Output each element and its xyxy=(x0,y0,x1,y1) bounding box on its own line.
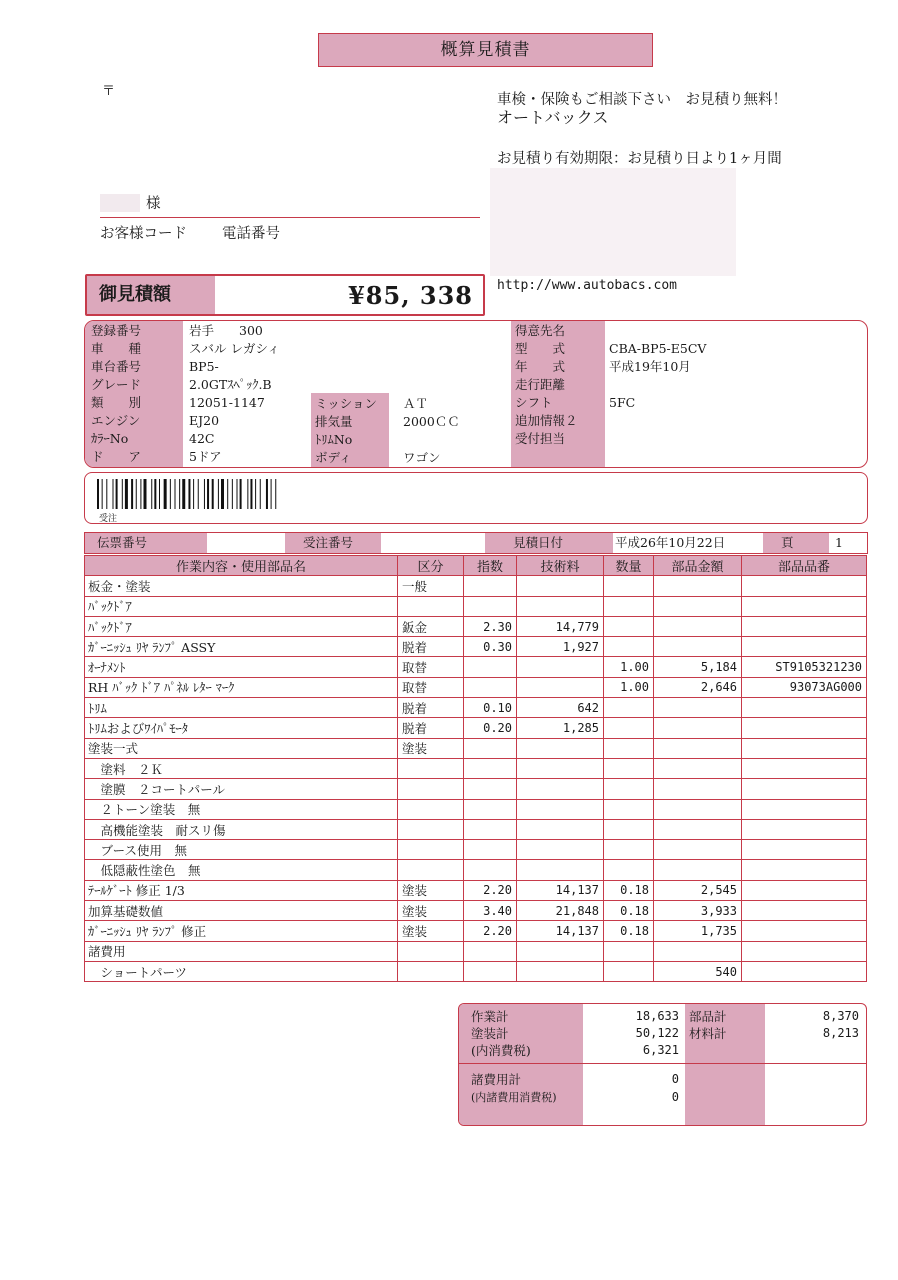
table-cell xyxy=(517,860,604,880)
table-cell xyxy=(464,657,517,677)
left-value: 42C xyxy=(189,431,215,446)
barcode-bar xyxy=(188,479,190,509)
table-cell xyxy=(742,921,867,941)
parts-total-label: 部品計 xyxy=(689,1009,727,1024)
table-cell: 諸費用 xyxy=(85,941,398,961)
right-label: 型 式 xyxy=(515,341,566,356)
table-cell xyxy=(517,961,604,981)
table-cell xyxy=(517,819,604,839)
mid-label: ﾄﾘﾑNo xyxy=(315,432,353,447)
shop-name: オートバックス xyxy=(497,108,609,127)
table-cell: 0.18 xyxy=(604,921,654,941)
table-cell: 取替 xyxy=(398,677,464,697)
misc-tax-label: (内諸費用消費税) xyxy=(471,1091,557,1104)
table-row xyxy=(85,698,867,718)
right-label: 得意先名 xyxy=(515,323,566,338)
table-row xyxy=(85,718,867,738)
vehicle-info-panel xyxy=(84,320,868,468)
table-cell: 塗膜 ２コートパール xyxy=(85,779,398,799)
table-cell xyxy=(464,799,517,819)
table-cell: 21,848 xyxy=(517,901,604,921)
table-cell: ショートパーツ xyxy=(85,961,398,981)
misc-tax-value: 0 xyxy=(671,1090,679,1104)
table-cell xyxy=(742,718,867,738)
table-cell: ブース使用 無 xyxy=(85,840,398,860)
barcode-bar xyxy=(207,479,209,509)
table-cell xyxy=(517,840,604,860)
table-cell: ﾊﾞｯｸﾄﾞｱ xyxy=(85,596,398,616)
table-cell: ﾊﾞｯｸﾄﾞｱ xyxy=(85,616,398,636)
table-cell xyxy=(654,616,742,636)
table-cell xyxy=(398,596,464,616)
table-cell xyxy=(742,758,867,778)
barcode-bar xyxy=(159,479,160,509)
left-label: 車 種 xyxy=(91,341,142,356)
table-cell: 一般 xyxy=(398,576,464,596)
barcode-bar xyxy=(271,479,272,509)
table-cell xyxy=(517,799,604,819)
table-cell xyxy=(742,698,867,718)
table-cell xyxy=(464,738,517,758)
barcode-bar xyxy=(212,479,214,509)
barcode-bar xyxy=(131,479,133,509)
barcode-bar xyxy=(218,479,219,509)
barcode-bar xyxy=(151,479,152,509)
table-cell xyxy=(517,576,604,596)
material-total-label: 材料計 xyxy=(689,1026,727,1041)
mid-value: ワゴン xyxy=(403,450,441,465)
left-value: 12051-1147 xyxy=(189,395,265,410)
barcode-bar xyxy=(106,479,107,509)
validity-note: お見積り有効期限：お見積り日より1ヶ月間 xyxy=(497,151,782,167)
left-value: BP5- xyxy=(189,359,219,374)
customer-code-label: お客様コード xyxy=(100,226,187,242)
barcode-bar xyxy=(175,479,176,509)
left-label: ド ア xyxy=(91,449,142,464)
mid-label: ミッション xyxy=(315,396,378,411)
paint-total-label: 塗装計 xyxy=(471,1026,509,1041)
table-row xyxy=(85,941,867,961)
table-cell: 取替 xyxy=(398,657,464,677)
shop-slogan: 車検・保険もご相談下さい お見積り無料！ xyxy=(497,92,787,108)
table-cell xyxy=(517,941,604,961)
table-row xyxy=(85,961,867,981)
right-value: 平成19年10月 xyxy=(609,359,691,374)
table-cell: 1.00 xyxy=(604,657,654,677)
table-cell xyxy=(464,941,517,961)
table-cell: 2.20 xyxy=(464,880,517,900)
col-header-category: 区分 xyxy=(398,556,464,576)
mid-value: ＡＴ xyxy=(403,396,429,411)
left-value: 岩手 300 xyxy=(189,323,263,338)
col-header-index: 指数 xyxy=(464,556,517,576)
table-cell xyxy=(604,779,654,799)
table-cell xyxy=(398,819,464,839)
table-row xyxy=(85,738,867,758)
table-cell xyxy=(398,799,464,819)
table-cell xyxy=(742,799,867,819)
barcode-bar xyxy=(170,479,171,509)
shop-url[interactable]: http://www.autobacs.com xyxy=(497,278,678,293)
table-cell: 642 xyxy=(517,698,604,718)
table-cell xyxy=(654,738,742,758)
barcode-bar xyxy=(116,479,118,509)
table-cell: 塗装 xyxy=(398,738,464,758)
barcode-bar xyxy=(237,479,238,509)
table-cell xyxy=(517,738,604,758)
table-row xyxy=(85,616,867,636)
barcode-bar xyxy=(144,479,147,509)
table-cell xyxy=(654,576,742,596)
summary-label-bg-4 xyxy=(685,1064,765,1125)
table-cell: 2,545 xyxy=(654,880,742,900)
table-cell xyxy=(742,819,867,839)
barcode-bar xyxy=(125,479,128,509)
barcode-bar xyxy=(266,479,268,509)
table-row xyxy=(85,576,867,596)
table-body xyxy=(85,576,867,982)
misc-total-label: 諸費用計 xyxy=(471,1072,522,1087)
table-cell xyxy=(464,819,517,839)
total-amount: ¥85, 338 xyxy=(348,281,473,310)
barcode-bar xyxy=(204,479,205,509)
table-row xyxy=(85,677,867,697)
table-cell: 2.20 xyxy=(464,921,517,941)
right-label: 受付担当 xyxy=(515,431,566,446)
table-cell: 鈑金 xyxy=(398,616,464,636)
postal-mark: 〒 xyxy=(102,84,116,99)
table-cell xyxy=(464,576,517,596)
barcode-bar xyxy=(232,479,233,509)
barcode-bar xyxy=(250,479,252,509)
col-header-parts-amount: 部品金額 xyxy=(654,556,742,576)
table-cell xyxy=(464,758,517,778)
table-cell: 5,184 xyxy=(654,657,742,677)
table-cell: ﾄﾘﾑ xyxy=(85,698,398,718)
table-cell xyxy=(604,799,654,819)
col-header-quantity: 数量 xyxy=(604,556,654,576)
table-cell xyxy=(517,758,604,778)
barcode-bar xyxy=(193,479,194,509)
material-total-value: 8,213 xyxy=(822,1026,859,1040)
table-cell xyxy=(654,596,742,616)
table-row xyxy=(85,596,867,616)
barcode-bar xyxy=(247,479,248,509)
table-cell xyxy=(742,860,867,880)
table-cell xyxy=(742,961,867,981)
table-row xyxy=(85,840,867,860)
page-value: 1 xyxy=(835,535,843,550)
table-cell xyxy=(654,941,742,961)
table-row xyxy=(85,901,867,921)
table-cell: ﾃｰﾙｹﾞｰﾄ 修正 1/3 xyxy=(85,880,398,900)
page-label: 頁 xyxy=(763,533,829,553)
barcode-bar xyxy=(182,479,185,509)
table-cell: 14,779 xyxy=(517,616,604,636)
table-cell xyxy=(398,860,464,880)
parts-total-value: 8,370 xyxy=(822,1009,859,1023)
customer-name-line xyxy=(100,192,480,218)
right-label: 年 式 xyxy=(515,359,566,374)
col-header-part-number: 部品品番 xyxy=(742,556,867,576)
table-cell: 脱着 xyxy=(398,637,464,657)
table-cell: 塗料 ２Ｋ xyxy=(85,758,398,778)
mid-label: 排気量 xyxy=(315,414,353,429)
table-cell: ｶﾞｰﾆｯｼｭ ﾘﾔ ﾗﾝﾌﾟ 修正 xyxy=(85,921,398,941)
table-cell xyxy=(517,677,604,697)
barcode-bar xyxy=(154,479,156,509)
barcode-bar xyxy=(179,479,180,509)
misc-total-value: 0 xyxy=(671,1072,679,1086)
table-cell: 1,285 xyxy=(517,718,604,738)
mid-label: ボディ xyxy=(315,450,352,465)
table-cell: 脱着 xyxy=(398,718,464,738)
left-label: ｶﾗｰNo xyxy=(91,431,129,446)
table-cell xyxy=(604,698,654,718)
work-total-value: 18,633 xyxy=(635,1009,679,1023)
total-label: 御見積額 xyxy=(87,276,215,314)
table-cell xyxy=(464,961,517,981)
table-row xyxy=(85,779,867,799)
left-value: 2.0GTｽﾍﾟｯｸ.B xyxy=(189,377,272,392)
table-cell: 14,137 xyxy=(517,880,604,900)
table-cell xyxy=(604,576,654,596)
table-cell xyxy=(604,840,654,860)
table-cell xyxy=(742,840,867,860)
table-cell: 1,927 xyxy=(517,637,604,657)
table-cell: 低隠蔽性塗色 無 xyxy=(85,860,398,880)
estimate-date-value: 平成26年10月22日 xyxy=(615,535,726,550)
col-header-description: 作業内容・使用部品名 xyxy=(85,556,398,576)
barcode-bar xyxy=(240,479,242,509)
table-row xyxy=(85,880,867,900)
paint-total-value: 50,122 xyxy=(635,1026,679,1040)
table-cell xyxy=(742,738,867,758)
slip-header xyxy=(84,532,868,554)
table-cell: 1.00 xyxy=(604,677,654,697)
barcode-bar xyxy=(275,479,276,509)
table-row xyxy=(85,758,867,778)
table-cell xyxy=(464,860,517,880)
table-row xyxy=(85,860,867,880)
right-label: シフト xyxy=(515,395,553,410)
barcode-bar xyxy=(260,479,261,509)
table-cell xyxy=(517,596,604,616)
estimate-items-table xyxy=(84,555,867,982)
table-cell xyxy=(398,840,464,860)
summary-divider xyxy=(459,1063,866,1064)
table-cell xyxy=(742,941,867,961)
table-cell xyxy=(742,779,867,799)
table-row xyxy=(85,819,867,839)
table-cell xyxy=(654,718,742,738)
table-cell xyxy=(604,738,654,758)
barcode-panel xyxy=(84,472,868,524)
table-cell xyxy=(398,779,464,799)
barcode-caption: 受注 xyxy=(99,514,118,524)
table-cell: 0.10 xyxy=(464,698,517,718)
barcode-bar xyxy=(113,479,114,509)
table-cell: 14,137 xyxy=(517,921,604,941)
table-cell xyxy=(464,840,517,860)
table-cell xyxy=(654,758,742,778)
barcode-bar xyxy=(255,479,256,509)
document-title: 概算見積書 xyxy=(318,33,653,67)
left-value: EJ20 xyxy=(189,413,220,428)
table-cell: 脱着 xyxy=(398,698,464,718)
left-label: 車台番号 xyxy=(91,359,142,374)
table-cell xyxy=(654,698,742,718)
table-row xyxy=(85,921,867,941)
table-cell: RH ﾊﾞｯｸ ﾄﾞｱ ﾊﾟﾈﾙ ﾚﾀｰ ﾏｰｸ xyxy=(85,677,398,697)
table-cell xyxy=(464,596,517,616)
table-cell: 540 xyxy=(654,961,742,981)
left-label: グレード xyxy=(91,377,142,392)
table-header-row xyxy=(85,556,867,576)
table-cell: 塗装一式 xyxy=(85,738,398,758)
table-cell xyxy=(654,799,742,819)
redacted-name xyxy=(100,194,140,212)
table-cell: 高機能塗装 耐スリ傷 xyxy=(85,819,398,839)
barcode-bar xyxy=(97,479,99,509)
table-cell xyxy=(604,860,654,880)
table-cell xyxy=(604,819,654,839)
phone-label: 電話番号 xyxy=(222,226,280,242)
summary-panel xyxy=(458,1003,867,1126)
table-cell xyxy=(517,657,604,677)
table-cell xyxy=(464,677,517,697)
table-cell: 0.18 xyxy=(604,880,654,900)
table-cell xyxy=(398,758,464,778)
table-cell xyxy=(398,961,464,981)
barcode-bar xyxy=(140,479,141,509)
left-value: スバル レガシィ xyxy=(189,341,280,356)
table-cell xyxy=(742,576,867,596)
table-cell xyxy=(742,616,867,636)
table-row xyxy=(85,657,867,677)
barcode-bar xyxy=(102,479,103,509)
tax-value: 6,321 xyxy=(642,1043,679,1057)
table-cell: ST9105321230 xyxy=(742,657,867,677)
barcode-graphic xyxy=(97,479,337,509)
total-box xyxy=(85,274,485,316)
table-cell: 0.18 xyxy=(604,901,654,921)
customer-suffix: 様 xyxy=(146,196,161,212)
order-number-label: 受注番号 xyxy=(285,533,381,553)
barcode-bar xyxy=(164,479,167,509)
right-value: 5FC xyxy=(609,395,636,410)
table-cell xyxy=(654,779,742,799)
table-cell xyxy=(398,941,464,961)
table-cell: 塗装 xyxy=(398,901,464,921)
table-row xyxy=(85,799,867,819)
right-label: 走行距離 xyxy=(515,377,566,392)
barcode-bar xyxy=(136,479,137,509)
table-cell xyxy=(742,596,867,616)
table-cell xyxy=(742,880,867,900)
table-cell: ｶﾞｰﾆｯｼｭ ﾘﾔ ﾗﾝﾌﾟ ASSY xyxy=(85,637,398,657)
table-row xyxy=(85,637,867,657)
table-cell: 0.20 xyxy=(464,718,517,738)
table-cell: 加算基礎数値 xyxy=(85,901,398,921)
table-cell xyxy=(604,637,654,657)
table-cell xyxy=(654,840,742,860)
table-cell xyxy=(654,860,742,880)
tax-label: (内消費税) xyxy=(471,1043,531,1058)
table-cell: 3,933 xyxy=(654,901,742,921)
table-cell: 0.30 xyxy=(464,637,517,657)
barcode-bar xyxy=(227,479,228,509)
left-label: 登録番号 xyxy=(91,323,142,338)
table-cell xyxy=(604,961,654,981)
table-cell: ｵｰﾅﾒﾝﾄ xyxy=(85,657,398,677)
table-cell xyxy=(604,616,654,636)
right-value: CBA-BP5-E5CV xyxy=(609,341,707,356)
name-underline xyxy=(100,217,480,218)
table-cell xyxy=(517,779,604,799)
table-cell xyxy=(604,758,654,778)
table-cell: ２トーン塗装 無 xyxy=(85,799,398,819)
redacted-address xyxy=(490,168,736,276)
col-header-labor-fee: 技術料 xyxy=(517,556,604,576)
table-cell: 2,646 xyxy=(654,677,742,697)
table-cell: ﾄﾘﾑおよびﾜｲﾊﾟﾓｰﾀ xyxy=(85,718,398,738)
slip-number-label: 伝票番号 xyxy=(85,533,207,553)
table-cell: 2.30 xyxy=(464,616,517,636)
table-cell: 3.40 xyxy=(464,901,517,921)
left-label: 類 別 xyxy=(91,395,142,410)
table-cell xyxy=(654,819,742,839)
table-cell xyxy=(654,637,742,657)
table-cell xyxy=(742,637,867,657)
left-value: 5ドア xyxy=(189,449,222,464)
table-cell xyxy=(742,901,867,921)
work-total-label: 作業計 xyxy=(471,1009,509,1024)
table-cell: 板金・塗装 xyxy=(85,576,398,596)
table-cell xyxy=(604,596,654,616)
table-cell xyxy=(604,941,654,961)
barcode-bar xyxy=(221,479,224,509)
table-cell xyxy=(604,718,654,738)
table-cell xyxy=(464,779,517,799)
mid-value: 2000ＣＣ xyxy=(403,414,460,429)
barcode-bar xyxy=(122,479,123,509)
table-cell: 塗装 xyxy=(398,880,464,900)
table-cell: 93073AG000 xyxy=(742,677,867,697)
estimate-date-label: 見積日付 xyxy=(485,533,613,553)
right-label: 追加情報２ xyxy=(515,413,578,428)
barcode-bar xyxy=(198,479,199,509)
left-label: エンジン xyxy=(91,413,141,428)
table-cell: 塗装 xyxy=(398,921,464,941)
table-cell: 1,735 xyxy=(654,921,742,941)
